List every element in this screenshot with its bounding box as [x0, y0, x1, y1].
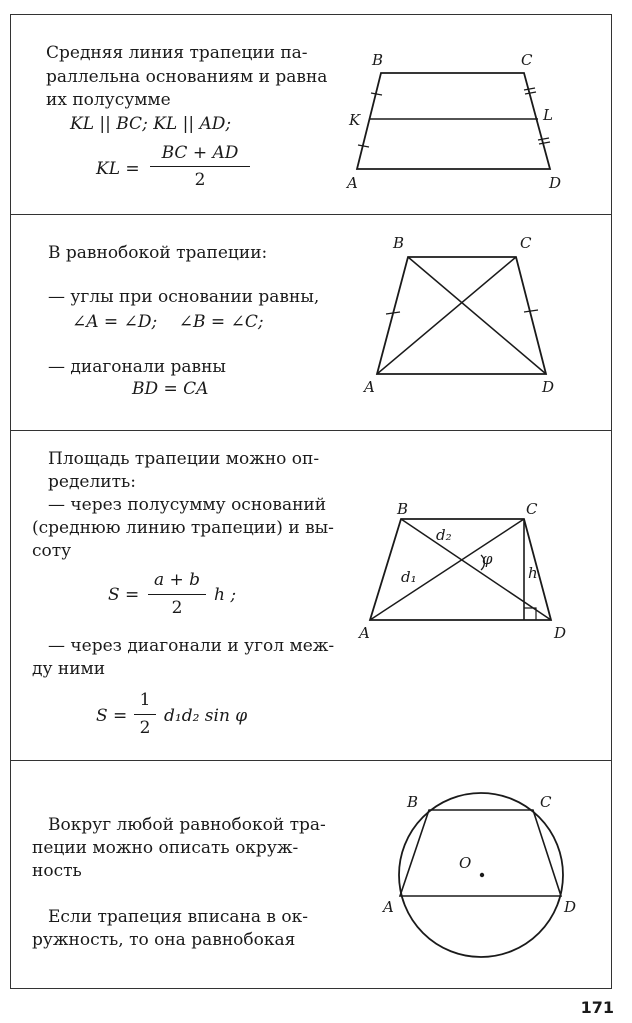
- text-line: ду ними: [32, 659, 106, 679]
- section-divider: [10, 214, 612, 215]
- label-D: D: [542, 378, 555, 396]
- label-B: B: [397, 500, 409, 518]
- formula-lhs: KL =: [96, 159, 140, 179]
- text-line: ределить:: [48, 472, 136, 492]
- formula-rhs: d₁d₂ sin φ: [164, 706, 248, 726]
- trapezoid-midline-figure: [340, 45, 580, 195]
- formula-lhs: S =: [108, 585, 140, 605]
- label-A: A: [383, 898, 394, 916]
- label-A: A: [347, 174, 358, 192]
- text-line: Если трапеция вписана в ок-: [48, 907, 309, 927]
- formula-angles: ∠A = ∠D; ∠B = ∠C;: [72, 312, 264, 332]
- label-B: B: [372, 51, 384, 69]
- fraction-numerator: BC + AD: [161, 143, 239, 163]
- fraction-bar: [134, 714, 156, 715]
- label-C: C: [520, 234, 532, 252]
- text-line: ружность, то она равнобокая: [32, 930, 296, 950]
- formula-rhs: h ;: [214, 585, 237, 605]
- section-divider: [10, 430, 612, 431]
- text-line: — через полусумму оснований: [48, 495, 327, 515]
- text-line: раллельна основаниям и равна: [46, 67, 328, 87]
- fraction-denominator: 2: [194, 170, 206, 190]
- label-A: A: [359, 624, 370, 642]
- label-D: D: [554, 624, 567, 642]
- text-line: их полусумме: [46, 90, 171, 110]
- text-line: пеции можно описать окруж-: [32, 838, 299, 858]
- text-line: Вокруг любой равнобокой тра-: [48, 815, 326, 835]
- label-phi: φ: [482, 550, 493, 568]
- fraction-bar: [150, 166, 250, 167]
- label-C: C: [521, 51, 533, 69]
- text-line: — углы при основании равны,: [48, 287, 320, 307]
- label-B: B: [393, 234, 405, 252]
- label-A: A: [364, 378, 375, 396]
- fraction-bar: [148, 594, 206, 595]
- label-d2: d₂: [436, 526, 452, 544]
- page-number: 171: [580, 998, 614, 1017]
- formula-diagonals: BD = CA: [132, 379, 209, 399]
- text-line: — через диагонали и угол меж-: [48, 636, 335, 656]
- formula-lhs: S =: [96, 706, 128, 726]
- text-line: Площадь трапеции можно оп-: [48, 449, 320, 469]
- text-line: соту: [32, 541, 72, 561]
- label-C: C: [540, 793, 552, 811]
- fraction-denominator: 2: [171, 598, 183, 618]
- formula-parallel: KL || BC; KL || AD;: [70, 114, 232, 134]
- label-O: O: [459, 854, 472, 872]
- text-line: ность: [32, 861, 82, 881]
- text-line: Средняя линия трапеции па-: [46, 43, 308, 63]
- isosceles-trapezoid-figure: [360, 230, 580, 405]
- label-D: D: [564, 898, 577, 916]
- text-line: В равнобокой трапеции:: [48, 243, 268, 263]
- inscribed-trapezoid-figure: [375, 780, 590, 985]
- label-C: C: [526, 500, 538, 518]
- label-h: h: [528, 564, 538, 582]
- label-D: D: [549, 174, 562, 192]
- text-line: (среднюю линию трапеции) и вы-: [32, 518, 334, 538]
- label-B: B: [407, 793, 419, 811]
- fraction-denominator: 2: [139, 718, 151, 738]
- trapezoid-area-figure: [355, 500, 585, 650]
- fraction-numerator: 1: [139, 690, 151, 710]
- fraction-numerator: a + b: [153, 570, 201, 590]
- section-divider: [10, 760, 612, 761]
- label-K: K: [349, 111, 361, 129]
- label-d1: d₁: [401, 568, 417, 586]
- label-L: L: [543, 106, 553, 124]
- text-line: — диагонали равны: [48, 357, 226, 377]
